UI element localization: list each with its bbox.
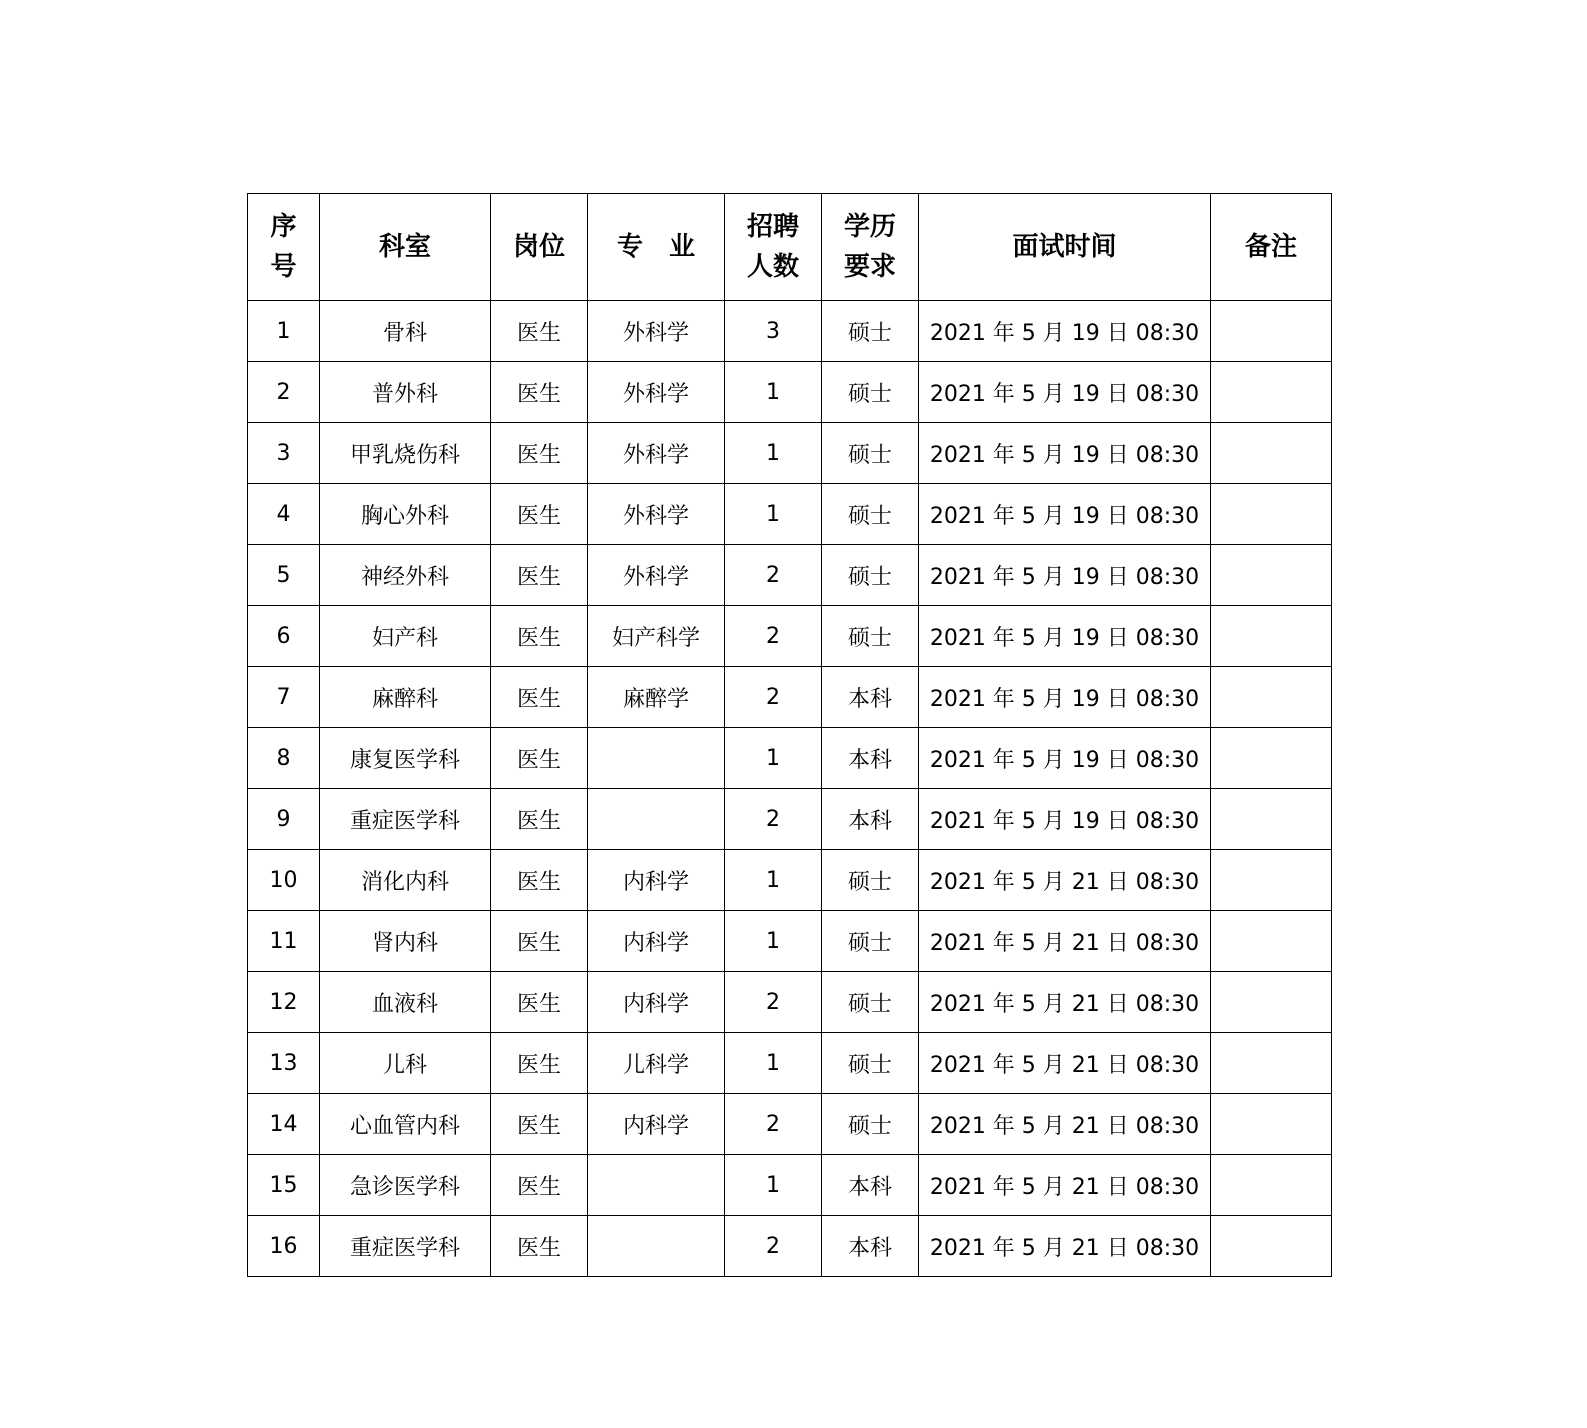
cell-seq: 7 <box>248 667 320 728</box>
cell-seq: 1 <box>248 301 320 362</box>
cell-count: 1 <box>725 423 822 484</box>
header-major: 专 业 <box>588 194 725 301</box>
cell-time: 2021 年 5 月 19 日 08:30 <box>919 301 1211 362</box>
table-row <box>248 1216 1332 1277</box>
cell-dept: 骨科 <box>320 301 491 362</box>
header-count: 招聘人数 <box>725 194 822 301</box>
cell-dept: 普外科 <box>320 362 491 423</box>
cell-edu: 硕士 <box>822 484 919 545</box>
cell-time: 2021 年 5 月 21 日 08:30 <box>919 1094 1211 1155</box>
table-row <box>248 972 1332 1033</box>
cell-seq: 15 <box>248 1155 320 1216</box>
cell-count: 2 <box>725 606 822 667</box>
table-row <box>248 728 1332 789</box>
cell-time: 2021 年 5 月 19 日 08:30 <box>919 545 1211 606</box>
header-position: 岗位 <box>491 194 588 301</box>
cell-edu: 硕士 <box>822 1033 919 1094</box>
cell-time: 2021 年 5 月 21 日 08:30 <box>919 1155 1211 1216</box>
table-row <box>248 1033 1332 1094</box>
cell-major <box>588 1216 725 1277</box>
cell-note <box>1211 850 1332 911</box>
cell-position: 医生 <box>491 911 588 972</box>
table-row <box>248 667 1332 728</box>
cell-position: 医生 <box>491 667 588 728</box>
cell-dept: 康复医学科 <box>320 728 491 789</box>
cell-time: 2021 年 5 月 19 日 08:30 <box>919 728 1211 789</box>
cell-position: 医生 <box>491 423 588 484</box>
cell-count: 1 <box>725 850 822 911</box>
cell-edu: 硕士 <box>822 423 919 484</box>
cell-edu: 本科 <box>822 728 919 789</box>
cell-seq: 13 <box>248 1033 320 1094</box>
cell-note <box>1211 728 1332 789</box>
cell-note <box>1211 362 1332 423</box>
cell-seq: 10 <box>248 850 320 911</box>
cell-dept: 心血管内科 <box>320 1094 491 1155</box>
cell-time: 2021 年 5 月 19 日 08:30 <box>919 667 1211 728</box>
cell-edu: 硕士 <box>822 362 919 423</box>
cell-major: 内科学 <box>588 850 725 911</box>
cell-note <box>1211 1155 1332 1216</box>
cell-position: 医生 <box>491 301 588 362</box>
cell-major: 内科学 <box>588 911 725 972</box>
cell-edu: 硕士 <box>822 606 919 667</box>
cell-note <box>1211 972 1332 1033</box>
cell-time: 2021 年 5 月 19 日 08:30 <box>919 362 1211 423</box>
cell-note <box>1211 301 1332 362</box>
cell-major: 外科学 <box>588 301 725 362</box>
cell-position: 医生 <box>491 789 588 850</box>
cell-dept: 血液科 <box>320 972 491 1033</box>
cell-major <box>588 789 725 850</box>
cell-edu: 本科 <box>822 1155 919 1216</box>
cell-count: 2 <box>725 1094 822 1155</box>
cell-count: 2 <box>725 1216 822 1277</box>
cell-major: 麻醉学 <box>588 667 725 728</box>
table-row <box>248 850 1332 911</box>
cell-edu: 硕士 <box>822 545 919 606</box>
cell-position: 医生 <box>491 606 588 667</box>
cell-major: 内科学 <box>588 1094 725 1155</box>
cell-count: 1 <box>725 911 822 972</box>
header-note: 备注 <box>1211 194 1332 301</box>
header-edu: 学历要求 <box>822 194 919 301</box>
cell-count: 3 <box>725 301 822 362</box>
cell-seq: 4 <box>248 484 320 545</box>
cell-major: 外科学 <box>588 423 725 484</box>
table-header <box>248 194 1332 301</box>
cell-major <box>588 728 725 789</box>
cell-seq: 12 <box>248 972 320 1033</box>
cell-dept: 神经外科 <box>320 545 491 606</box>
cell-major: 儿科学 <box>588 1033 725 1094</box>
table-body <box>248 301 1332 1277</box>
cell-major: 外科学 <box>588 484 725 545</box>
cell-note <box>1211 545 1332 606</box>
cell-count: 2 <box>725 667 822 728</box>
table-row <box>248 484 1332 545</box>
header-row <box>248 194 1332 301</box>
cell-dept: 消化内科 <box>320 850 491 911</box>
cell-edu: 本科 <box>822 667 919 728</box>
cell-dept: 儿科 <box>320 1033 491 1094</box>
cell-seq: 14 <box>248 1094 320 1155</box>
cell-count: 1 <box>725 728 822 789</box>
cell-count: 1 <box>725 1155 822 1216</box>
cell-dept: 重症医学科 <box>320 789 491 850</box>
cell-edu: 本科 <box>822 1216 919 1277</box>
cell-time: 2021 年 5 月 21 日 08:30 <box>919 1033 1211 1094</box>
cell-edu: 硕士 <box>822 972 919 1033</box>
cell-time: 2021 年 5 月 19 日 08:30 <box>919 789 1211 850</box>
cell-major: 妇产科学 <box>588 606 725 667</box>
table-row <box>248 606 1332 667</box>
cell-note <box>1211 1094 1332 1155</box>
table-row <box>248 362 1332 423</box>
cell-edu: 硕士 <box>822 850 919 911</box>
cell-note <box>1211 1216 1332 1277</box>
table-row <box>248 1094 1332 1155</box>
table-row <box>248 1155 1332 1216</box>
cell-major <box>588 1155 725 1216</box>
cell-major: 外科学 <box>588 362 725 423</box>
table-row <box>248 789 1332 850</box>
cell-count: 1 <box>725 484 822 545</box>
table-row <box>248 545 1332 606</box>
cell-position: 医生 <box>491 1094 588 1155</box>
cell-time: 2021 年 5 月 19 日 08:30 <box>919 484 1211 545</box>
cell-edu: 本科 <box>822 789 919 850</box>
cell-dept: 急诊医学科 <box>320 1155 491 1216</box>
cell-count: 2 <box>725 789 822 850</box>
cell-note <box>1211 911 1332 972</box>
cell-time: 2021 年 5 月 21 日 08:30 <box>919 911 1211 972</box>
cell-position: 医生 <box>491 1216 588 1277</box>
cell-position: 医生 <box>491 362 588 423</box>
cell-note <box>1211 423 1332 484</box>
cell-edu: 硕士 <box>822 301 919 362</box>
cell-seq: 5 <box>248 545 320 606</box>
cell-dept: 妇产科 <box>320 606 491 667</box>
cell-position: 医生 <box>491 1155 588 1216</box>
cell-dept: 麻醉科 <box>320 667 491 728</box>
cell-seq: 2 <box>248 362 320 423</box>
cell-dept: 胸心外科 <box>320 484 491 545</box>
cell-edu: 硕士 <box>822 1094 919 1155</box>
cell-time: 2021 年 5 月 21 日 08:30 <box>919 850 1211 911</box>
cell-position: 医生 <box>491 1033 588 1094</box>
cell-position: 医生 <box>491 545 588 606</box>
cell-time: 2021 年 5 月 21 日 08:30 <box>919 1216 1211 1277</box>
cell-time: 2021 年 5 月 19 日 08:30 <box>919 606 1211 667</box>
cell-count: 1 <box>725 1033 822 1094</box>
cell-seq: 3 <box>248 423 320 484</box>
cell-count: 1 <box>725 362 822 423</box>
cell-edu: 硕士 <box>822 911 919 972</box>
header-dept: 科室 <box>320 194 491 301</box>
recruitment-table <box>247 193 1332 1277</box>
cell-seq: 11 <box>248 911 320 972</box>
cell-dept: 重症医学科 <box>320 1216 491 1277</box>
cell-seq: 6 <box>248 606 320 667</box>
header-seq: 序号 <box>248 194 320 301</box>
table-row <box>248 423 1332 484</box>
cell-position: 医生 <box>491 972 588 1033</box>
header-time: 面试时间 <box>919 194 1211 301</box>
cell-time: 2021 年 5 月 21 日 08:30 <box>919 972 1211 1033</box>
cell-count: 2 <box>725 545 822 606</box>
cell-major: 内科学 <box>588 972 725 1033</box>
cell-seq: 9 <box>248 789 320 850</box>
cell-count: 2 <box>725 972 822 1033</box>
cell-note <box>1211 1033 1332 1094</box>
table-row <box>248 301 1332 362</box>
cell-position: 医生 <box>491 484 588 545</box>
table-row <box>248 911 1332 972</box>
cell-position: 医生 <box>491 850 588 911</box>
cell-note <box>1211 667 1332 728</box>
cell-position: 医生 <box>491 728 588 789</box>
cell-dept: 肾内科 <box>320 911 491 972</box>
cell-major: 外科学 <box>588 545 725 606</box>
cell-note <box>1211 484 1332 545</box>
cell-seq: 8 <box>248 728 320 789</box>
cell-dept: 甲乳烧伤科 <box>320 423 491 484</box>
cell-seq: 16 <box>248 1216 320 1277</box>
cell-time: 2021 年 5 月 19 日 08:30 <box>919 423 1211 484</box>
cell-note <box>1211 789 1332 850</box>
cell-note <box>1211 606 1332 667</box>
